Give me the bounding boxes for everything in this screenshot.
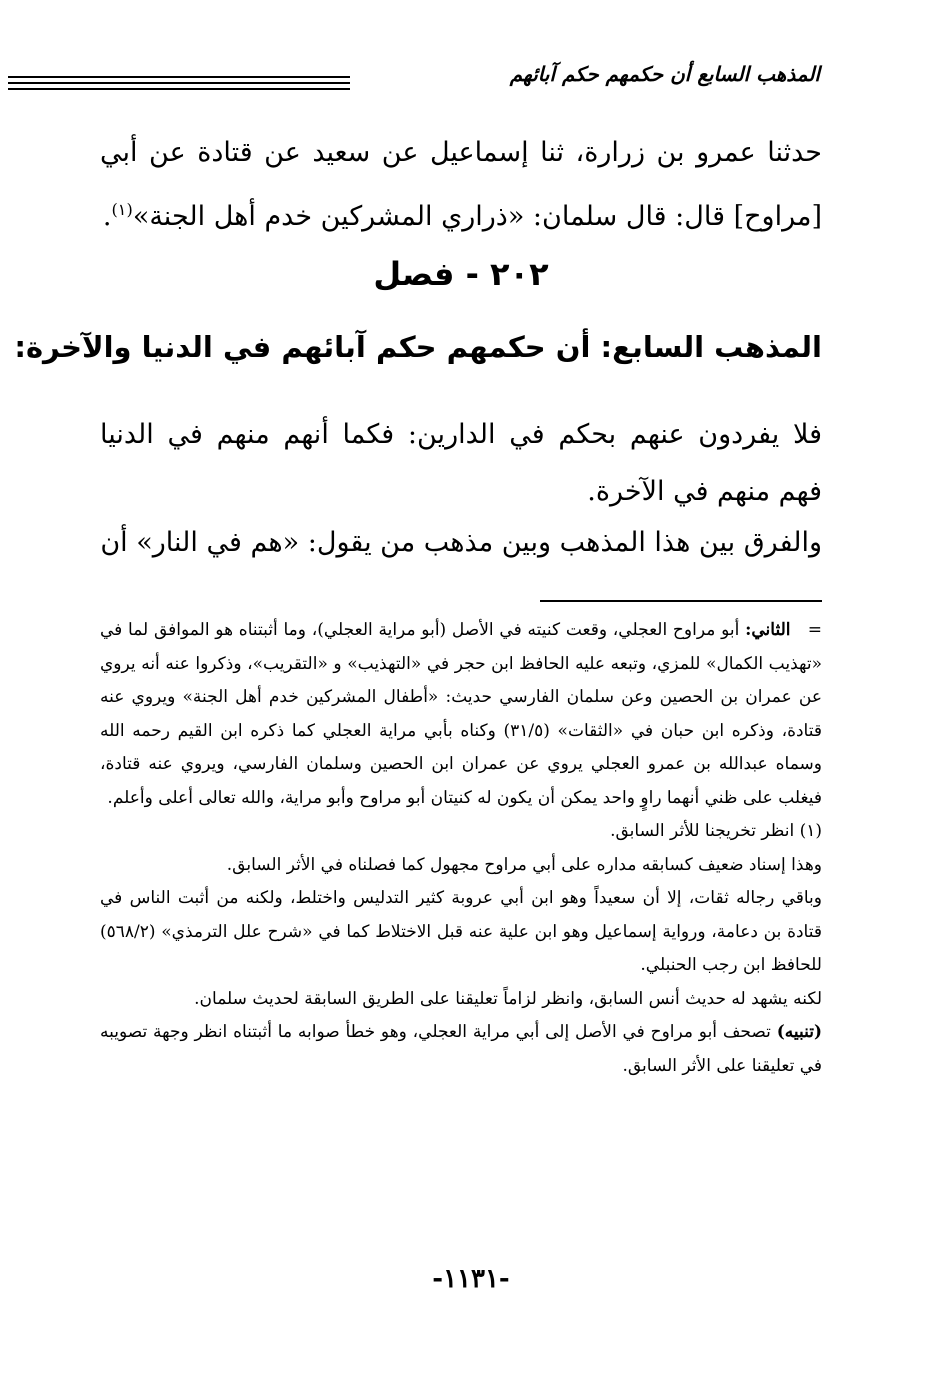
footnote-1-line-4: لكنه يشهد له حديث أنس السابق، وانظر لزاماً تعليقنا على الطريق السابقة لحديث سلمان. xyxy=(194,988,822,1009)
tanbih-text: تصحف أبو مراوح في الأصل إلى أبي مراية العجلي، وهو خطأ صوابه ما أثبتناه انظر وجهة تصويبه في تعليقنا على الأثر السابق. xyxy=(100,1022,822,1076)
paragraph-3: والفرق بين هذا المذهب وبين مذهب من يقول: «هم في النار» أن xyxy=(100,527,822,558)
header-rule xyxy=(8,82,350,84)
page-number: -١١٣١- xyxy=(432,1264,510,1294)
footnotes xyxy=(100,614,822,1083)
footnote-continuation xyxy=(100,614,822,815)
section-number-heading: ٢٠٢ - فصل xyxy=(373,255,549,293)
paragraph-1-text: حدثنا عمرو بن زرارة، ثنا إسماعيل عن سعيد عن قتادة عن أبي [مراوح] قال: قال سلمان: «ذراري المشركين خدم أهل الجنة» xyxy=(100,137,822,232)
tanbih-label: (تنبيه) xyxy=(776,1022,823,1042)
footnote-separator xyxy=(540,600,822,602)
running-title: المذهب السابع أن حكمهم حكم آبائهم xyxy=(509,62,820,86)
continuation-label: الثاني: xyxy=(745,620,791,640)
footnote-tanbih xyxy=(100,1016,822,1083)
continuation-marker: = xyxy=(807,620,823,640)
section-heading: المذهب السابع: أن حكمهم حكم آبائهم في الدنيا والآخرة: xyxy=(14,330,822,364)
continuation-text: أبو مراوح العجلي، وقعت كنيته في الأصل (أبو مراية العجلي)، وما أثبتناه هو الموافق لما في «تهذيب الكمال» للمزي، وتبعه عليه الحافظ ابن حجر في «التهذيب» و «التقريب»، وذكروا عنه أنه يروي عن عمران بن الحصين وعن سلمان الفارسي حديث: «أطفال المشركين خدم أهل الجنة» ويروي عنه قتادة، وذكره ابن حبان في «الثقات» (٣١/٥) وكناه بأبي مراية العجلي كما ذكره ابن القيم رحمه الله وسماه عبدالله بن عمرو العجلي يروي عن عمران ابن الحصين وسلمان الفارسي، ويروي عنه قتادة، فيغلب على ظني أنهما راوٍ واحد يمكن أن يكون له كنيتان أبو مراوح وأبو مراية، والله تعالى أعلى وأعلم. xyxy=(100,620,822,808)
footnote-1-line-2: وهذا إسناد ضعيف كسابقه مداره على أبي مراوح مجهول كما فصلناه في الأثر السابق. xyxy=(226,854,822,875)
paragraph-1-end: . xyxy=(102,201,112,232)
footnote-1-line-3: وباقي رجاله ثقات، إلا أن سعيداً وهو ابن أبي عروبة كثير التدليس واختلط، ولكنه من أثبت الناس في قتادة بن دعامة، ورواية إسماعيل وهو ابن علية عنه قبل الاختلاط كما في «شرح علل الترمذي» (٥٦٨/٢) للحافظ ابن رجب الحنبلي. xyxy=(100,888,822,975)
paragraph-hadith-chain xyxy=(100,124,822,245)
header-rule xyxy=(8,76,350,78)
footnote-ref-1: (١) xyxy=(111,200,133,219)
footnote-1: (١) انظر تخريجنا للأثر السابق. xyxy=(610,821,822,841)
header-rule xyxy=(8,88,350,90)
paragraph-2: فلا يفردون عنهم بحكم في الدارين: فكما أنهم منهم في الدنيا فهم منهم في الآخرة. xyxy=(100,419,822,507)
